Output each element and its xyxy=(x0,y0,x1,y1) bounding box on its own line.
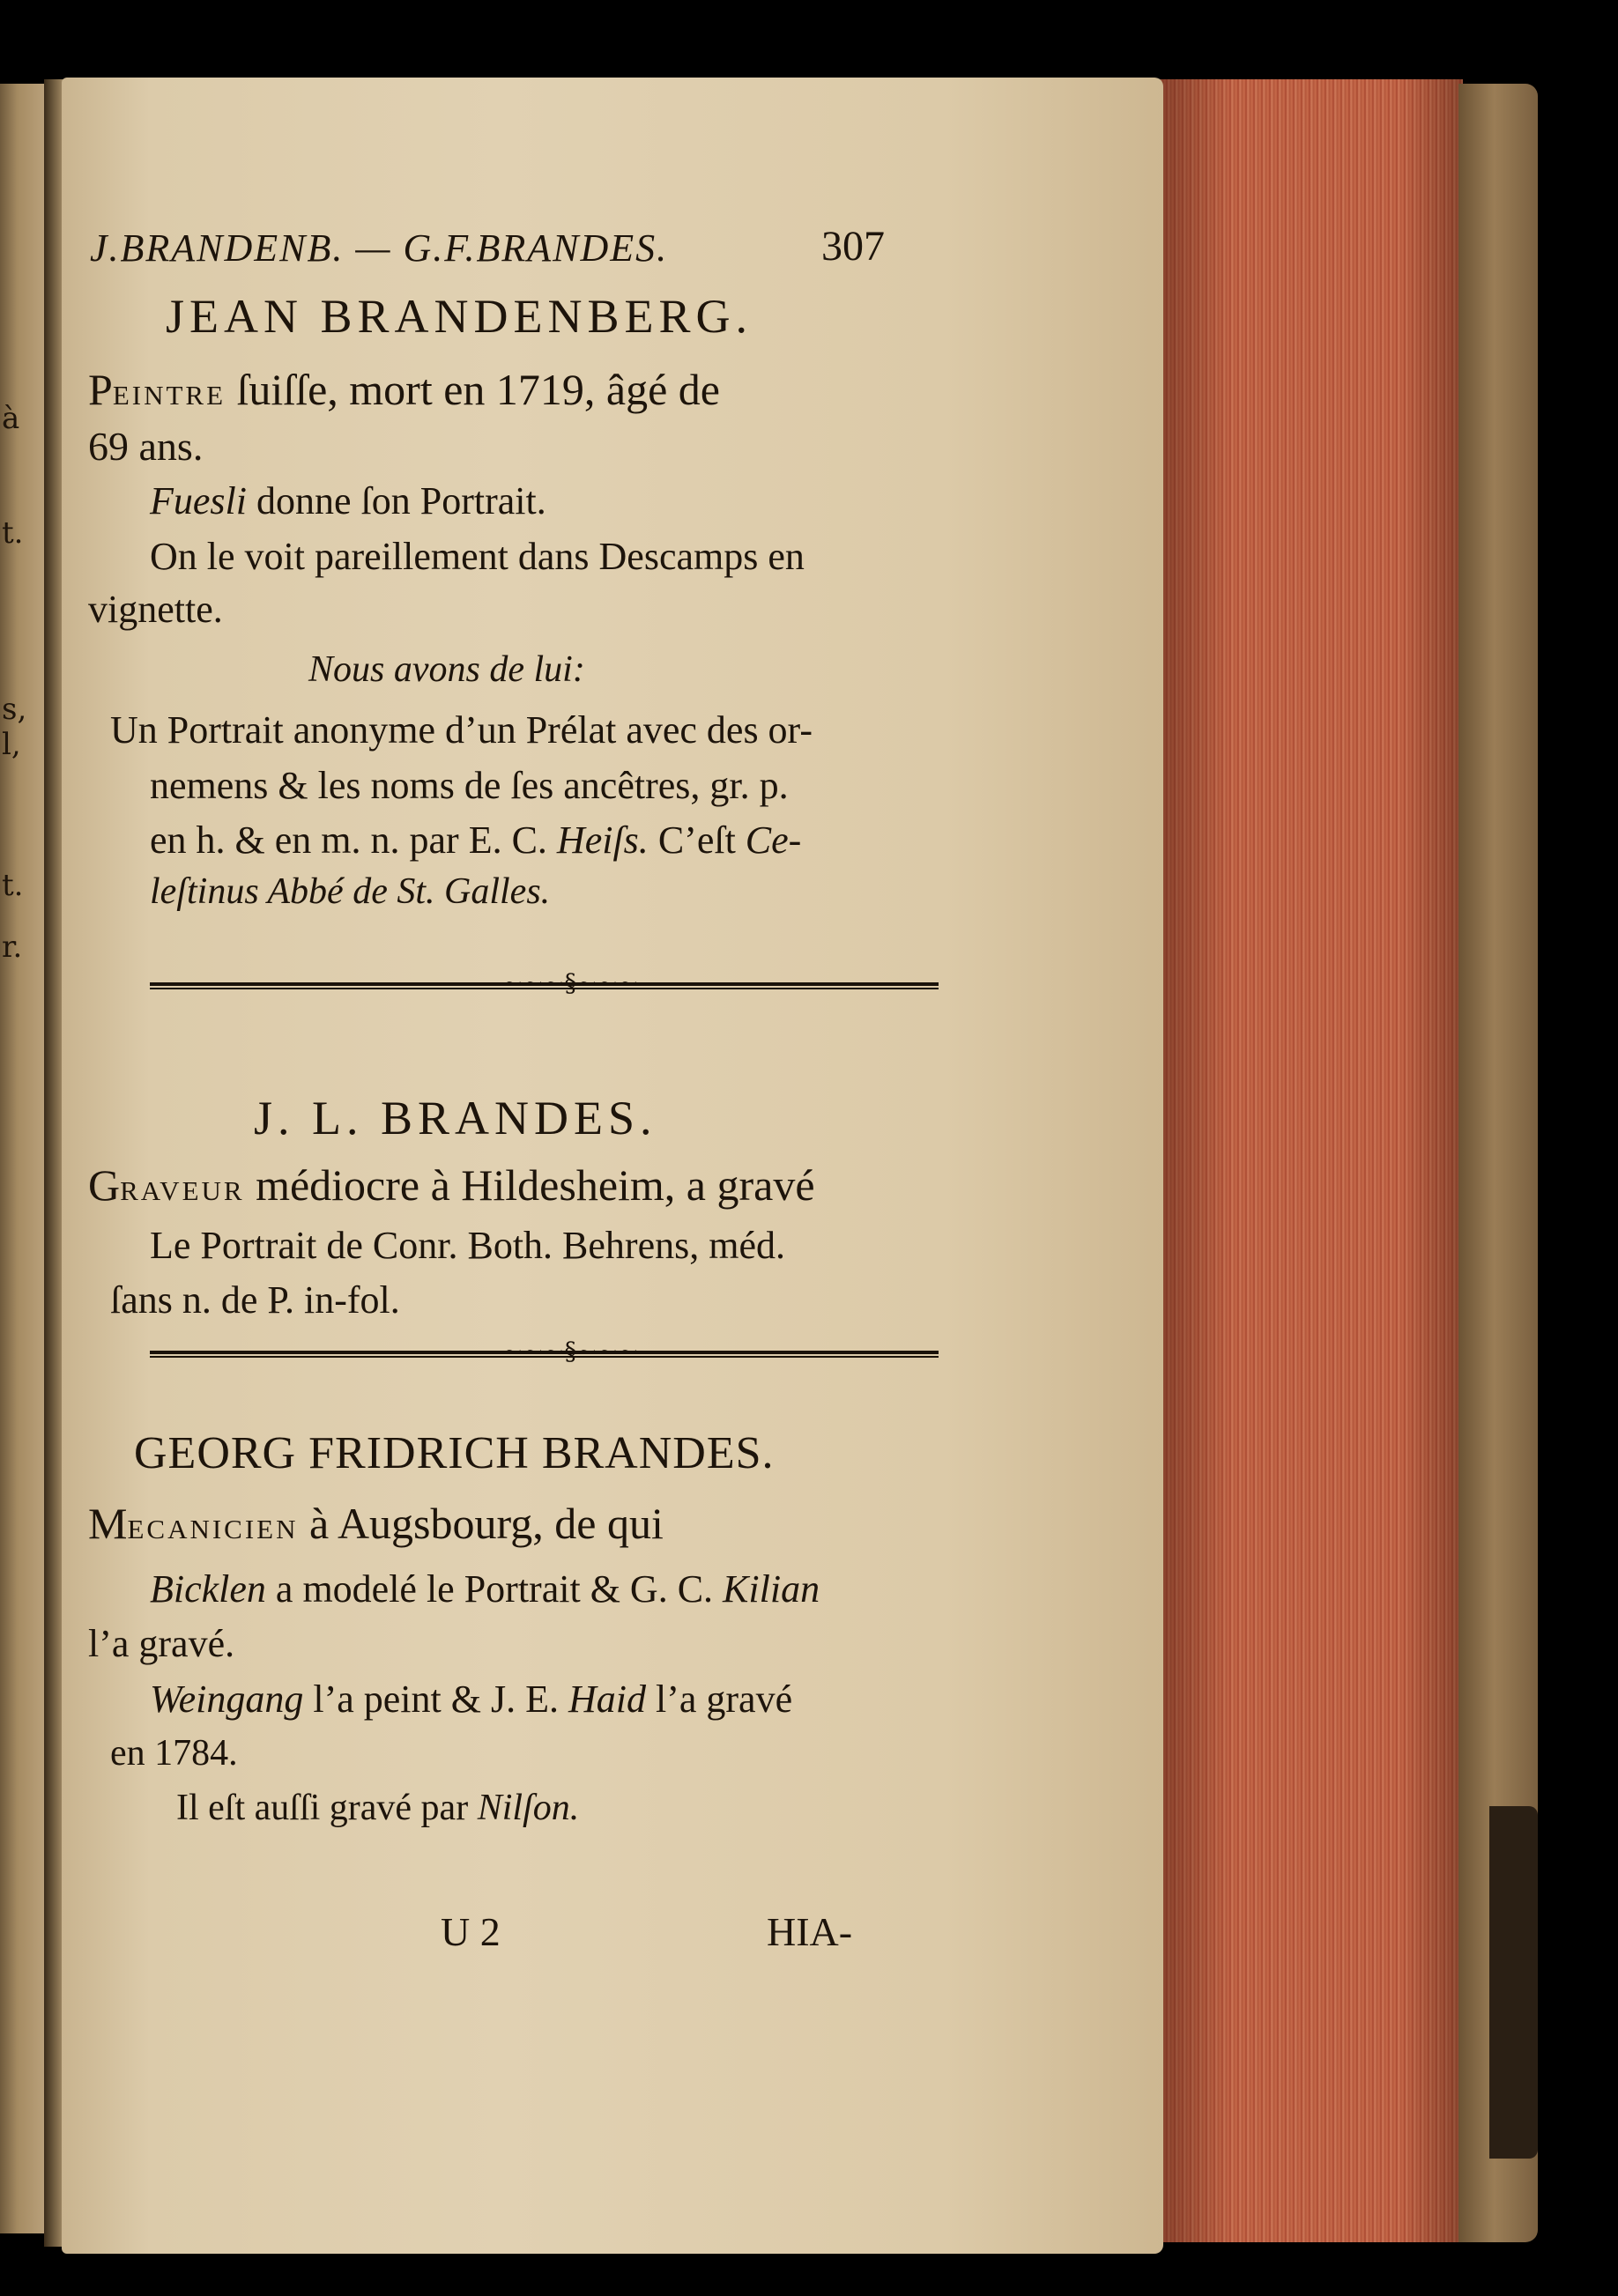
smallcap-initial: M xyxy=(88,1499,128,1548)
entry-line: Nous avons de lui: xyxy=(308,649,585,690)
smallcap-word: RAVEUR xyxy=(120,1175,245,1206)
left-page-fragment: t. xyxy=(2,515,24,551)
line-text: l’a peint & J. E. xyxy=(303,1678,568,1721)
entry-line: Le Portrait de Conr. Both. Behrens, méd. xyxy=(150,1224,785,1267)
italic-name: Nilſon. xyxy=(477,1788,580,1828)
divider-ornament: ~~~§~~~ xyxy=(502,1337,639,1366)
entry-line: 69 ans. xyxy=(88,424,204,469)
italic-name: Bicklen xyxy=(150,1567,266,1611)
line-text: C’eſt xyxy=(648,818,746,862)
entry-line xyxy=(88,1159,815,1211)
smallcap-initial: G xyxy=(88,1160,121,1210)
page-number: 307 xyxy=(821,223,885,270)
entry-line xyxy=(88,364,720,415)
left-page-edge xyxy=(0,84,44,2233)
entry-line: l’a gravé. xyxy=(88,1622,235,1665)
entry-heading: GEORG FRIDRICH BRANDES. xyxy=(134,1428,775,1478)
italic-name: Ce- xyxy=(745,818,802,862)
line-text: médiocre à Hildesheim, a gravé xyxy=(244,1160,815,1210)
line-text: Il eſt auſſi gravé par xyxy=(176,1788,478,1828)
right-page xyxy=(62,78,1163,2254)
entry-line xyxy=(150,818,801,863)
entry-heading: JEAN BRANDENBERG. xyxy=(166,290,753,343)
left-page-fragment: à xyxy=(2,401,20,436)
line-text: ſuiſſe, mort en 1719, âgé de xyxy=(226,365,720,414)
italic-name: Haid xyxy=(568,1678,646,1721)
page-block-shade xyxy=(1154,79,1463,2242)
entry-line xyxy=(150,478,546,523)
entry-line: Un Portrait anonyme d’un Prélat avec des or- xyxy=(110,708,813,752)
entry-line xyxy=(176,1787,579,1829)
entry-line: On le voit pareillement dans Descamps en xyxy=(150,535,805,578)
entry-line: vignette. xyxy=(88,588,223,631)
signature-mark: U 2 xyxy=(441,1909,501,1954)
catchword: HIA- xyxy=(767,1909,853,1954)
italic-name: Heiſs. xyxy=(556,818,649,862)
left-page-fragment: t. xyxy=(2,868,24,903)
smallcap-word: EINTRE xyxy=(112,380,226,411)
section-divider xyxy=(150,1337,939,1366)
entry-line: ſans n. de P. in-fol. xyxy=(110,1278,400,1322)
italic-name: Kilian xyxy=(723,1567,820,1611)
entry-line: nemens & les noms de ſes ancêtres, gr. p. xyxy=(150,764,789,807)
left-page-fragment: r. xyxy=(2,930,23,965)
line-text: à Augsbourg, de qui xyxy=(298,1499,664,1548)
italic-name: Weingang xyxy=(150,1678,304,1721)
entry-line xyxy=(150,1566,820,1611)
left-page-fragment: s, xyxy=(2,692,27,727)
entry-line xyxy=(88,1498,664,1549)
book-cover-dark-patch xyxy=(1489,1806,1538,2159)
line-text: l’a gravé xyxy=(645,1678,793,1721)
line-text: en h. & en m. n. par E. C. xyxy=(150,818,557,862)
line-text: donne ſon Portrait. xyxy=(246,479,546,522)
smallcap-word: ECANICIEN xyxy=(127,1514,299,1544)
entry-heading: J. L. BRANDES. xyxy=(254,1092,657,1144)
entry-line: leſtinus Abbé de St. Galles. xyxy=(150,871,551,912)
section-divider xyxy=(150,968,939,997)
left-page-fragment: l, xyxy=(2,727,21,762)
entry-line xyxy=(150,1677,792,1722)
running-head xyxy=(90,226,668,270)
divider-ornament: ~~~§~~~ xyxy=(502,968,639,997)
entry-line: en 1784. xyxy=(110,1733,238,1774)
line-text: a modelé le Portrait & G. C. xyxy=(265,1567,724,1611)
italic-name: Fuesli xyxy=(150,479,247,522)
running-head-title: J.BRANDENB. — G.F.BRANDES. xyxy=(90,226,669,270)
smallcap-initial: P xyxy=(88,365,113,414)
